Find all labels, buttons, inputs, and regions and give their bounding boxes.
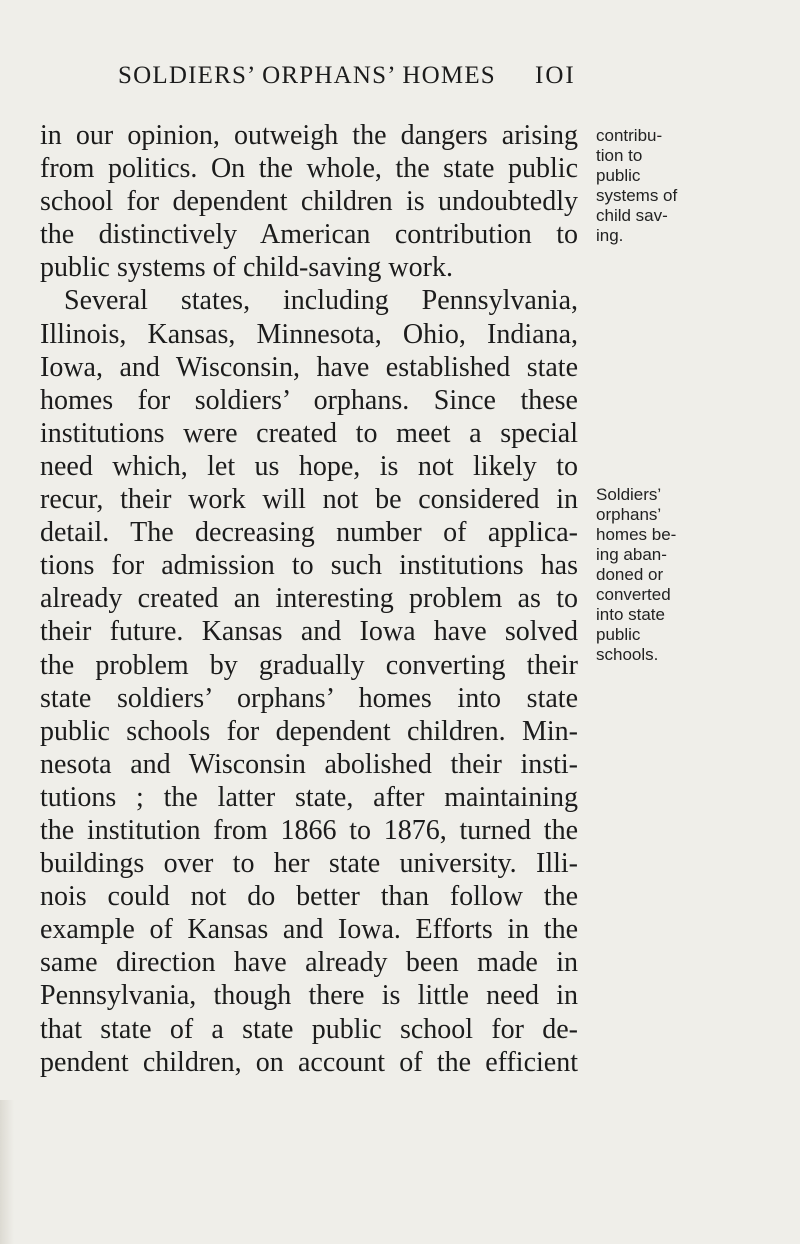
margin-note-line: converted — [596, 585, 671, 604]
text-line: buildings over to her state university. Illi- — [40, 848, 578, 880]
text-line: the distinctively American contribution to — [40, 219, 578, 251]
text-line: example of Kansas and Iowa. Efforts in the — [40, 914, 578, 946]
margin-note-line: ing. — [596, 226, 624, 245]
text-line: school for dependent children is undoubtedly — [40, 186, 578, 218]
text-line: nesota and Wisconsin abolished their insti- — [40, 748, 578, 780]
text-line: homes for soldiers’ orphans. Since these — [40, 384, 578, 416]
text-line: that state of a state public school for de- — [40, 1013, 578, 1045]
text-line: in our opinion, outweigh the dangers arising — [40, 120, 578, 151]
text-line: the institution from 1866 to 1876, turned the — [40, 814, 578, 846]
text-line: need which, let us hope, is not likely to — [40, 450, 578, 482]
margin-note-line: systems of — [596, 186, 678, 205]
margin-note-line: public — [596, 166, 641, 185]
text-line: institutions were created to meet a special — [40, 417, 578, 449]
text-line: tutions ; the latter state, after maintaining — [40, 781, 578, 813]
text-line: nois could not do better than follow the — [40, 881, 578, 913]
margin-note-line: doned or — [596, 565, 664, 584]
running-head — [0, 62, 640, 102]
text-line: same direction have already been made in — [40, 947, 578, 979]
text-line: the problem by gradually converting their — [40, 649, 578, 681]
text-line: Pennsylvania, though there is little need in — [40, 980, 578, 1012]
margin-note-line: into state — [596, 605, 665, 624]
margin-note-line: Soldiers’ — [596, 485, 662, 504]
text-line: public systems of child-saving work. — [40, 252, 453, 284]
text-line: their future. Kansas and Iowa have solved — [40, 616, 578, 648]
text-line: Iowa, and Wisconsin, have established state — [40, 351, 578, 383]
text-line: already created an interesting problem as to — [40, 583, 578, 615]
margin-note-line: ing aban- — [596, 545, 667, 564]
margin-note-contribution — [596, 126, 700, 246]
text-line: public schools for dependent children. Min- — [40, 715, 578, 747]
margin-note-line: orphans’ — [596, 505, 662, 524]
margin-note-line: child sav- — [596, 206, 668, 225]
page-edge-shadow — [0, 1100, 14, 1244]
margin-note-line: homes be- — [596, 525, 677, 544]
page-number: IOI — [535, 62, 576, 89]
text-line: pendent children, on account of the efficient — [40, 1046, 578, 1078]
margin-note-line: contribu- — [596, 126, 663, 145]
text-line: recur, their work will not be considered in — [40, 484, 578, 516]
margin-note-line: public — [596, 625, 641, 644]
text-line: from politics. On the whole, the state public — [40, 153, 578, 185]
text-line: tions for admission to such institutions has — [40, 550, 578, 582]
text-line: detail. The decreasing number of applica- — [40, 517, 578, 549]
body-text — [40, 119, 578, 1079]
paragraph-start-line: Several states, including Pennsylvania, — [64, 285, 578, 317]
text-line: Illinois, Kansas, Minnesota, Ohio, Indiana, — [40, 318, 578, 350]
margin-note-line: tion to — [596, 146, 643, 165]
margin-note-soldiers-orphans — [596, 485, 700, 665]
margin-note-line: schools. — [596, 645, 659, 664]
running-head-title: SOLDIERS’ ORPHANS’ HOMES — [118, 62, 496, 89]
text-line: state soldiers’ orphans’ homes into state — [40, 682, 578, 714]
